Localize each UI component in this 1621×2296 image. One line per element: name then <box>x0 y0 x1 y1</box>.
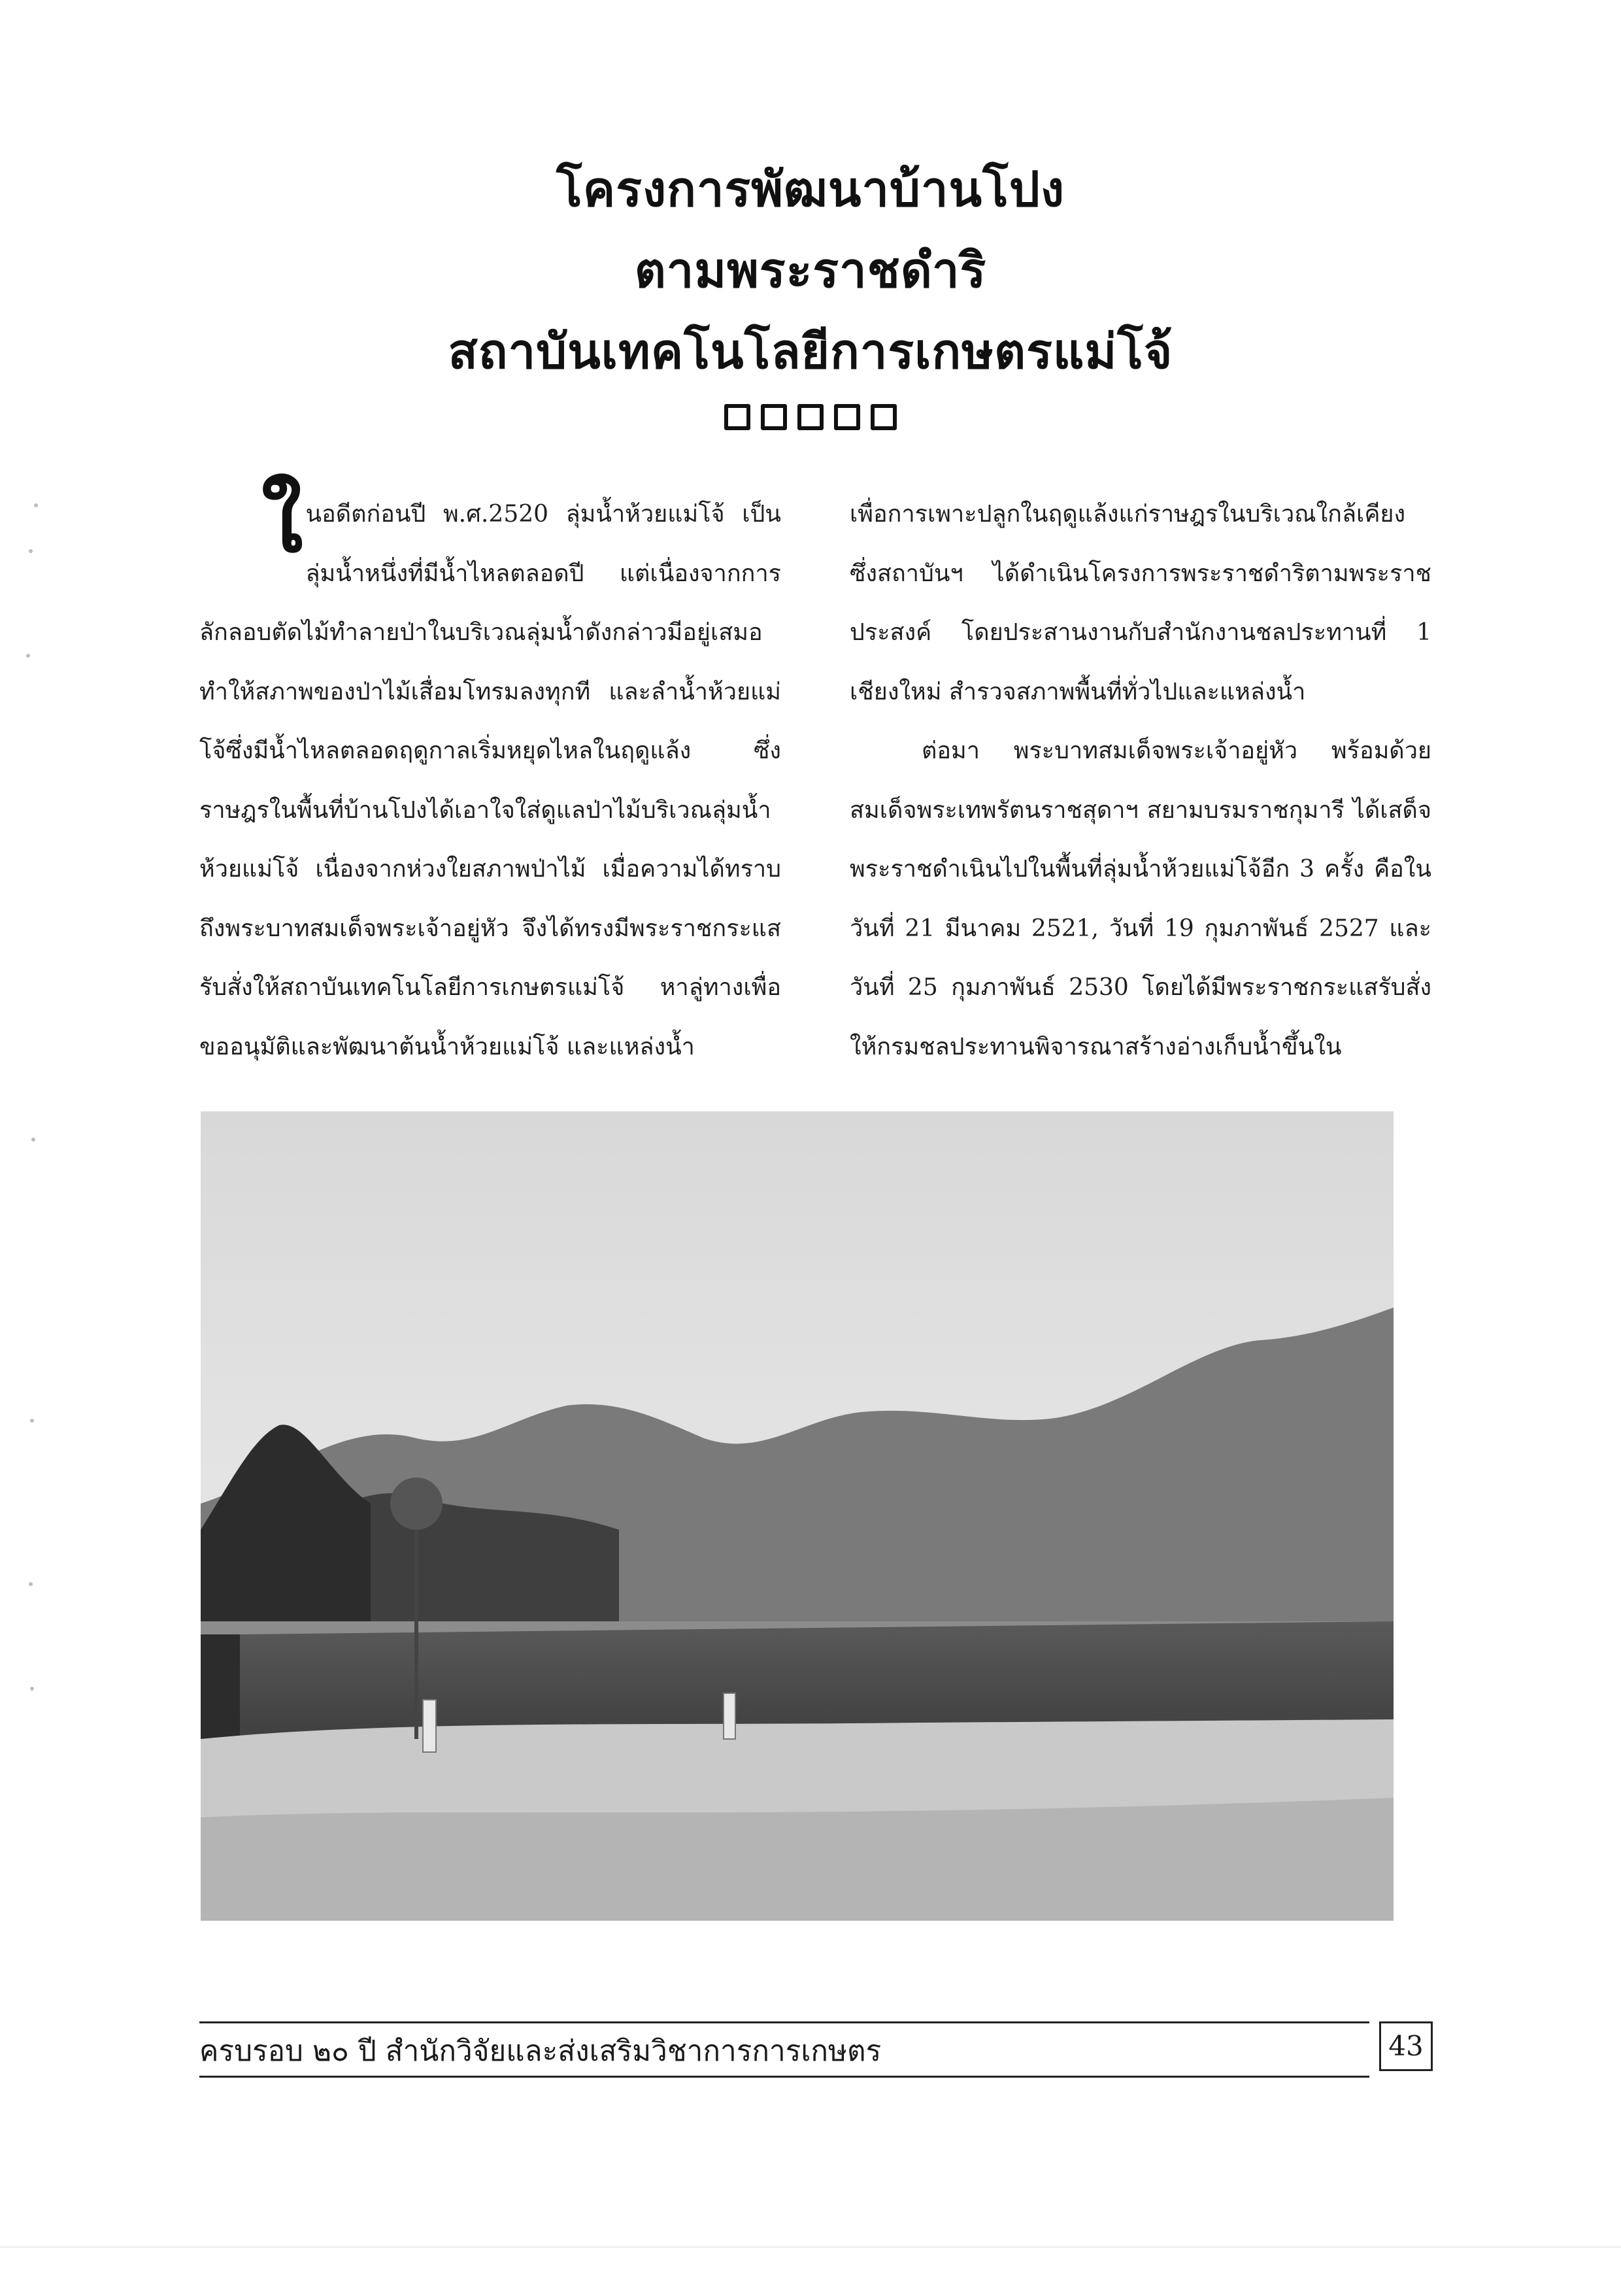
title-line-2: ตามพระราชดำริ <box>634 243 987 299</box>
scan-speck <box>29 1582 33 1586</box>
scan-edge <box>0 2246 1621 2248</box>
ornament-square <box>761 404 787 430</box>
reservoir-landscape-image <box>201 1111 1394 1921</box>
footer-rule-bottom <box>199 2076 1369 2078</box>
drop-cap: ใ <box>261 471 303 571</box>
ornament-square <box>834 404 860 430</box>
footer-caption: ครบรอบ ๒๐ ปี สำนักวิจัยและส่งเสริมวิชาการการเกษตร <box>199 2034 882 2068</box>
title-ornament <box>0 404 1621 430</box>
scan-speck <box>31 1138 35 1141</box>
footer-rule-top <box>199 2021 1369 2023</box>
scan-speck <box>30 1687 34 1691</box>
ornament-square <box>724 404 750 430</box>
reservoir-photo <box>201 1111 1394 1921</box>
paragraph-intro <box>199 471 781 1077</box>
article-column-right <box>850 485 1431 1077</box>
article-column-left <box>199 471 781 1077</box>
ornament-square <box>797 404 824 430</box>
article-title <box>0 149 1621 430</box>
scan-speck <box>30 1419 34 1423</box>
paragraph-continuation: เพื่อการเพาะปลูกในฤดูแล้งแก่ราษฎรในบริเวณใกล้เคียง ซึ่งสถาบันฯ ได้ดำเนินโครงการพระราชดำริตามพระราชประสงค์ โดยประสานงานกับสำนักงานชลประทานที่ 1 เชียงใหม่ สำรวจสภาพพื้นที่ทั่วไปและแหล่งน้ำ <box>850 501 1431 705</box>
paragraph-royal-visits: ต่อมา พระบาทสมเด็จพระเจ้าอยู่หัว พร้อมด้วยสมเด็จพระเทพรัตนราชสุดาฯ สยามบรมราชกุมารี ได้เสด็จพระราชดำเนินไปในพื้นที่ลุ่มน้ำห้วยแม่โจ้อีก 3 ครั้ง คือในวันที่ 21 มีนาคม 2521, วันที่ 19 กุมภาพันธ์ 2527 และวันที่ 25 กุมภาพันธ์ 2530 โดยได้มีพระราชกระแสรับสั่งให้กรมชลประทานพิจารณาสร้างอ่างเก็บน้ำขึ้นใน <box>850 737 1431 1060</box>
paragraph-intro-text: นอดีตก่อนปี พ.ศ.2520 ลุ่มน้ำห้วยแม่โจ้ เป็นลุ่มน้ำหนึ่งที่มีน้ำไหลตลอดปี แต่เนื่องจากการลักลอบตัดไม้ทำลายป่าในบริเวณลุ่มน้ำดังกล่าวมีอยู่เสมอ ทำให้สภาพของป่าไม้เสื่อมโทรมลงทุกที และลำน้ำห้วยแม่โจ้ซึ่งมีน้ำไหลตลอดฤดูกาลเริ่มหยุดไหลในฤดูแล้ง ซึ่งราษฎรในพื้นที่บ้านโปงได้เอาใจใส่ดูแลป่าไม้บริเวณลุ่มน้ำห้วยแม่โจ้ เนื่องจากห่วงใยสภาพป่าไม้ เมื่อความได้ทราบถึงพระบาทสมเด็จพระเจ้าอยู่หัว จึงได้ทรงมีพระราชกระแสรับสั่งให้สถาบันเทคโนโลยีการเกษตรแม่โจ้ หาลู่ทางเพื่อขออนุมัติและพัฒนาต้นน้ำห้วยแม่โจ้ และแหล่งน้ำ <box>199 501 781 1060</box>
scan-speck <box>29 549 33 553</box>
ornament-square <box>871 404 897 430</box>
page-number: 43 <box>1379 2021 1433 2071</box>
title-line-1: โครงการพัฒนาบ้านโปง <box>556 161 1065 218</box>
scan-speck <box>34 503 38 507</box>
title-line-3: สถาบันเทคโนโลยีการเกษตรแม่โจ้ <box>448 324 1173 380</box>
scan-speck <box>26 654 30 658</box>
